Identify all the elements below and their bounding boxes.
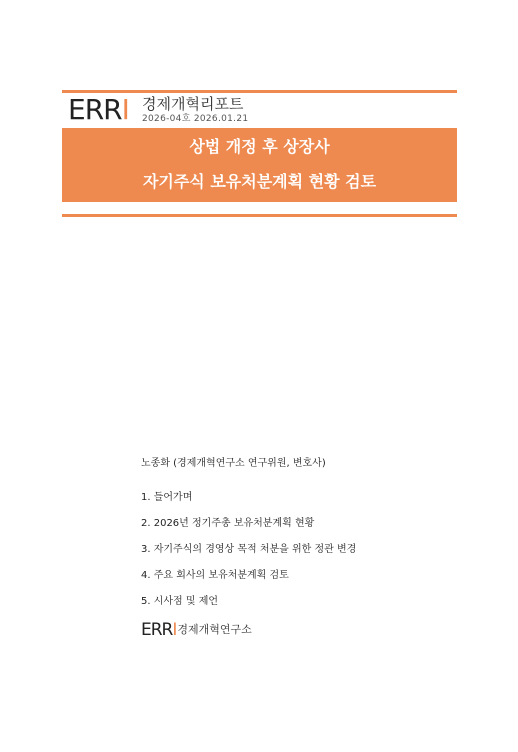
author-line: 노종화 (경제개혁연구소 연구위원, 변호사) [141,458,326,469]
toc-item: 3. 자기주식의 경영상 목적 처분을 위한 정관 변경 [141,544,357,555]
title-banner [62,128,457,202]
table-of-contents [141,491,356,621]
toc-item: 1. 들어가며 [141,492,193,503]
title-line-1: 상법 개정 후 상장사 [189,137,330,156]
toc-item: 5. 시사점 및 제언 [141,596,219,607]
toc-item: 4. 주요 회사의 보유처분계획 검토 [141,570,289,581]
organization-name: 경제개혁연구소 [177,622,252,636]
erri-footer-logo: ERRI [141,619,177,640]
toc-item: 2. 2026년 정기주총 보유처분계획 현황 [141,518,315,529]
erri-logo: ERRI [68,93,129,126]
footer-logo [141,619,252,641]
title-line-2: 자기주식 보유처분계획 현황 검토 [142,172,377,191]
issue-number-date: 2026-04호 2026.01.21 [142,114,249,124]
report-series-name: 경제개혁리포트 [142,95,244,113]
bottom-orange-rule [62,214,457,217]
